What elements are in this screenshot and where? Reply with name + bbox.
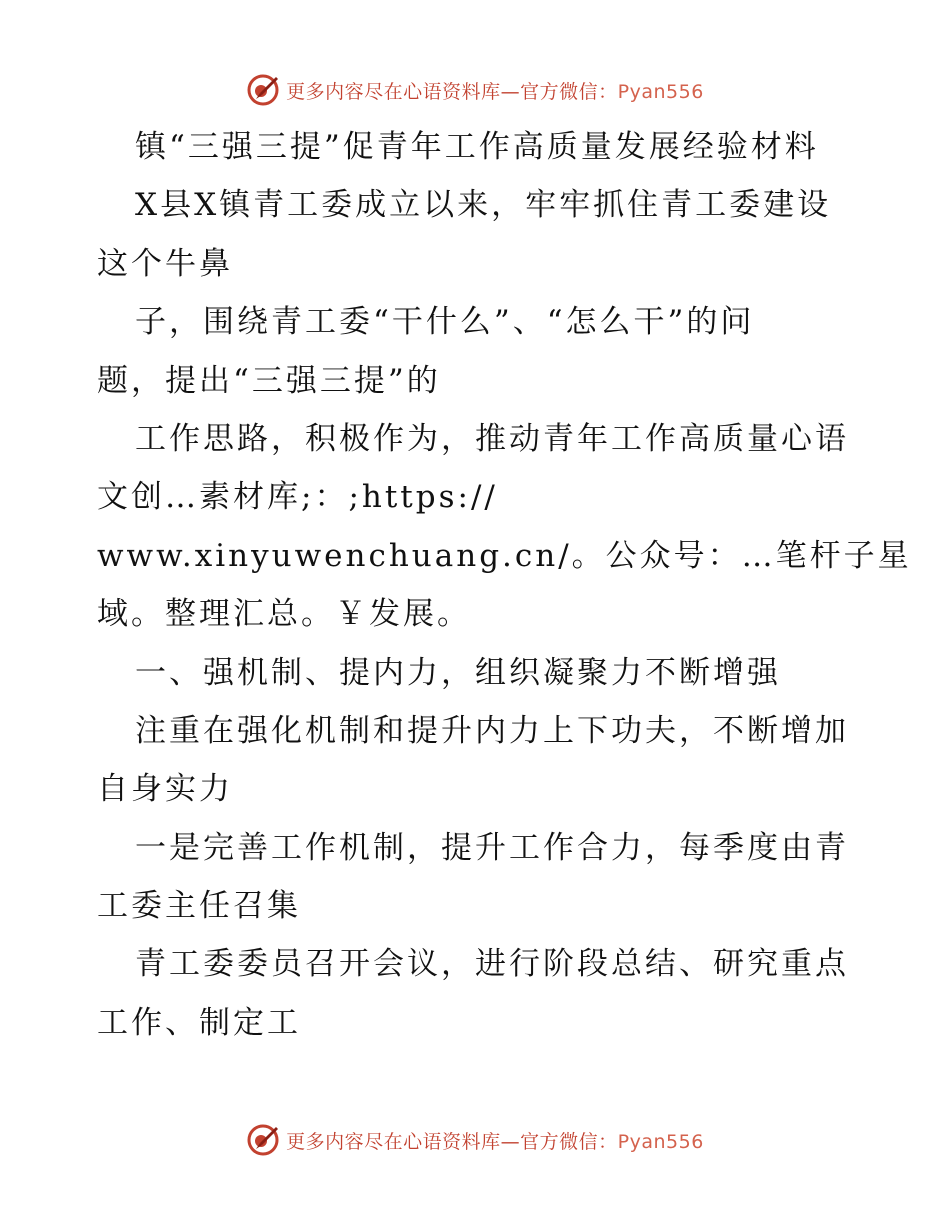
text-line: 域。整理汇总。￥发展。 (97, 596, 471, 633)
banner-text: 更多内容尽在心语资料库—官方微信：Pyan556 (286, 1130, 704, 1153)
text-line: 工委主任召集 (97, 888, 301, 925)
text-line: 子，围绕青工委“干什么”、“怎么干”的问 (135, 304, 755, 341)
text-line: 注重在强化机制和提升内力上下功夫，不断增加 (135, 712, 849, 749)
text-line: www.xinyuwenchuang.cn/。公众号：…笔杆子星 (97, 537, 912, 574)
text-line: 这个牛鼻 (97, 245, 233, 282)
wechat-handle: Pyan556 (617, 1130, 704, 1153)
text-line: 文创…素材库;：;https:// (97, 479, 498, 516)
text-line: 镇“三强三提”促青年工作高质量发展经验材料 (135, 129, 819, 165)
quill-seal-icon (246, 73, 280, 107)
banner-text: 更多内容尽在心语资料库—官方微信：Pyan556 (286, 80, 704, 103)
header-banner (0, 70, 950, 110)
text-line: X县X镇青工委成立以来，牢牢抓住青工委建设 (135, 187, 832, 224)
footer-banner (0, 1120, 950, 1160)
text-line: 工作思路，积极作为，推动青年工作高质量心语 (135, 420, 849, 457)
wechat-handle: Pyan556 (617, 80, 704, 103)
text-line: 自身实力 (97, 771, 233, 808)
text-line: 青工委委员召开会议，进行阶段总结、研究重点 (135, 946, 849, 983)
quill-seal-icon (246, 1123, 280, 1157)
text-line: 题，提出“三强三提”的 (97, 362, 441, 399)
text-line: 工作、制定工 (97, 1004, 301, 1041)
document-body (97, 118, 912, 1052)
text-line: 一、强机制、提内力，组织凝聚力不断增强 (135, 654, 781, 691)
text-line: 一是完善工作机制，提升工作合力，每季度由青 (135, 829, 849, 866)
